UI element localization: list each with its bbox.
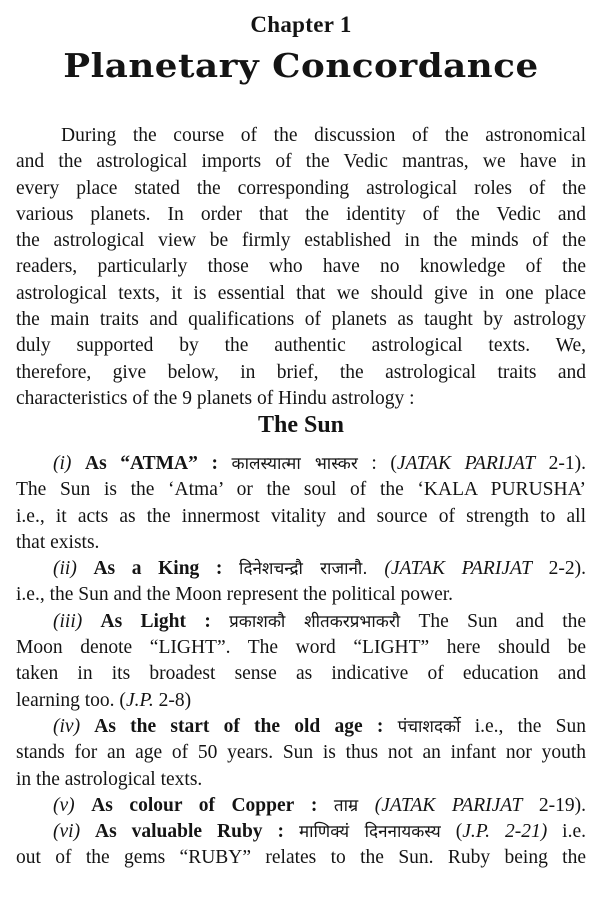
item-ruby: (vi) As valuable Ruby : माणिक्यं दिननायकस्य (J.P. 2-21) i.e.	[53, 821, 586, 843]
sun-traits-list	[16, 451, 586, 872]
text-line: duly supported by the authentic astrological texts. We,	[16, 335, 586, 357]
source-reference: (JATAK PARIJAT	[384, 558, 533, 580]
sanskrit-verse: कालस्यात्मा भास्कर	[231, 454, 358, 474]
item-label: As the start of the old age	[94, 715, 363, 737]
text-line: astrological texts, it is essential that we should give in one place	[16, 282, 586, 304]
text-line: The Sun is the ‘Atma’ or the soul of the ‘KALA PURUSHA’	[16, 479, 586, 501]
item-king: (ii) As a King : दिनेशचन्द्रौ राजानौ. (JATAK PARIJAT 2-2).	[53, 558, 587, 580]
text-line: stands for an age of 50 years. Sun is thus not an infant nor youth	[16, 742, 586, 764]
text-line: the main traits and qualifications of planets as taught by astrology	[16, 309, 586, 331]
text-line: out of the gems “RUBY” relates to the Sun. Ruby being the	[16, 847, 586, 869]
reference-number: 2-21)	[504, 821, 548, 843]
item-label: As colour of Copper	[91, 794, 295, 816]
text-line: i.e., the Sun and the Moon represent the political power.	[16, 584, 454, 606]
item-label: As “ATMA”	[84, 453, 198, 474]
sanskrit-verse: ताम्र	[333, 795, 359, 816]
item-atma: (i) As “ATMA” : कालस्यात्मा भास्कर : (JATAK PARIJAT 2-1).	[53, 453, 586, 474]
reference-number: 2-19).	[538, 794, 586, 816]
sanskrit-verse: पंचाशदर्को	[397, 716, 461, 737]
item-old-age: (iv) As the start of the old age : पंचाशदर्को i.e., the Sun	[53, 715, 587, 737]
reference-number: 2-8)	[158, 689, 192, 711]
item-number: (iii)	[53, 610, 83, 632]
source-reference: J.P.	[125, 689, 154, 711]
item-label: As valuable Ruby	[95, 821, 263, 843]
item-number: (i)	[53, 453, 72, 474]
reference-number: 2-2).	[548, 558, 587, 580]
sanskrit-verse: दिनेशचन्द्रौ राजानौ.	[239, 559, 368, 580]
item-number: (iv)	[53, 715, 81, 737]
sanskrit-verse: प्रकाशकौ शीतकरप्रभाकरौ	[229, 611, 401, 632]
item-light: (iii) As Light : प्रकाशकौ शीतकरप्रभाकरौ The Sun and the	[53, 610, 587, 632]
source-reference: JATAK PARIJAT	[396, 453, 536, 474]
text-line: i.e., it acts as the innermost vitality and source of strength to all	[16, 505, 586, 527]
section-heading: The Sun	[257, 412, 345, 438]
intro-paragraph	[16, 123, 586, 412]
text-line: Moon denote “LIGHT”. The word “LIGHT” here should be	[16, 637, 586, 659]
item-number: (v)	[53, 794, 75, 816]
text-line: that exists.	[16, 531, 100, 553]
item-number: (vi)	[53, 821, 81, 843]
item-tail-text: i.e., the Sun	[474, 715, 587, 737]
text-line: and the astrological imports of the Vedic mantras, we have in	[16, 151, 586, 173]
item-number: (ii)	[53, 558, 77, 580]
text-line: the astrological view be firmly established in the minds of the	[16, 230, 586, 252]
text-line: in the astrological texts.	[16, 768, 203, 790]
item-label: As a King	[93, 558, 200, 580]
text-line: therefore, give below, in brief, the astrological traits and	[16, 361, 586, 383]
source-reference: (JATAK PARIJAT	[374, 794, 523, 816]
item-tail-text: i.e.	[562, 821, 586, 843]
reference-number: 2-1).	[548, 453, 586, 474]
text-line: taken in its broadest sense as indicative of education and	[16, 663, 586, 685]
item-tail-text: The Sun and the	[418, 610, 587, 632]
item-copper: (v) As colour of Copper : ताम्र (JATAK PARIJAT 2-19).	[53, 794, 586, 816]
text-line: During the course of the discussion of the astronomical	[61, 125, 586, 146]
text-line: learning too. (J.P. 2-8)	[16, 689, 192, 711]
text-line: various planets. In order that the identity of the Vedic and	[16, 203, 586, 225]
sanskrit-verse: माणिक्यं दिननायकस्य	[298, 822, 441, 843]
source-reference: J.P.	[462, 821, 491, 843]
chapter-title: Planetary Concordance	[63, 46, 539, 85]
item-label: As Light	[100, 610, 187, 632]
text-line: readers, particularly those who have no knowledge of the	[16, 256, 586, 278]
text-line: every place stated the corresponding astrological roles of the	[16, 177, 586, 199]
text-line: characteristics of the 9 planets of Hindu astrology :	[16, 387, 415, 409]
chapter-label: Chapter 1	[250, 12, 352, 37]
